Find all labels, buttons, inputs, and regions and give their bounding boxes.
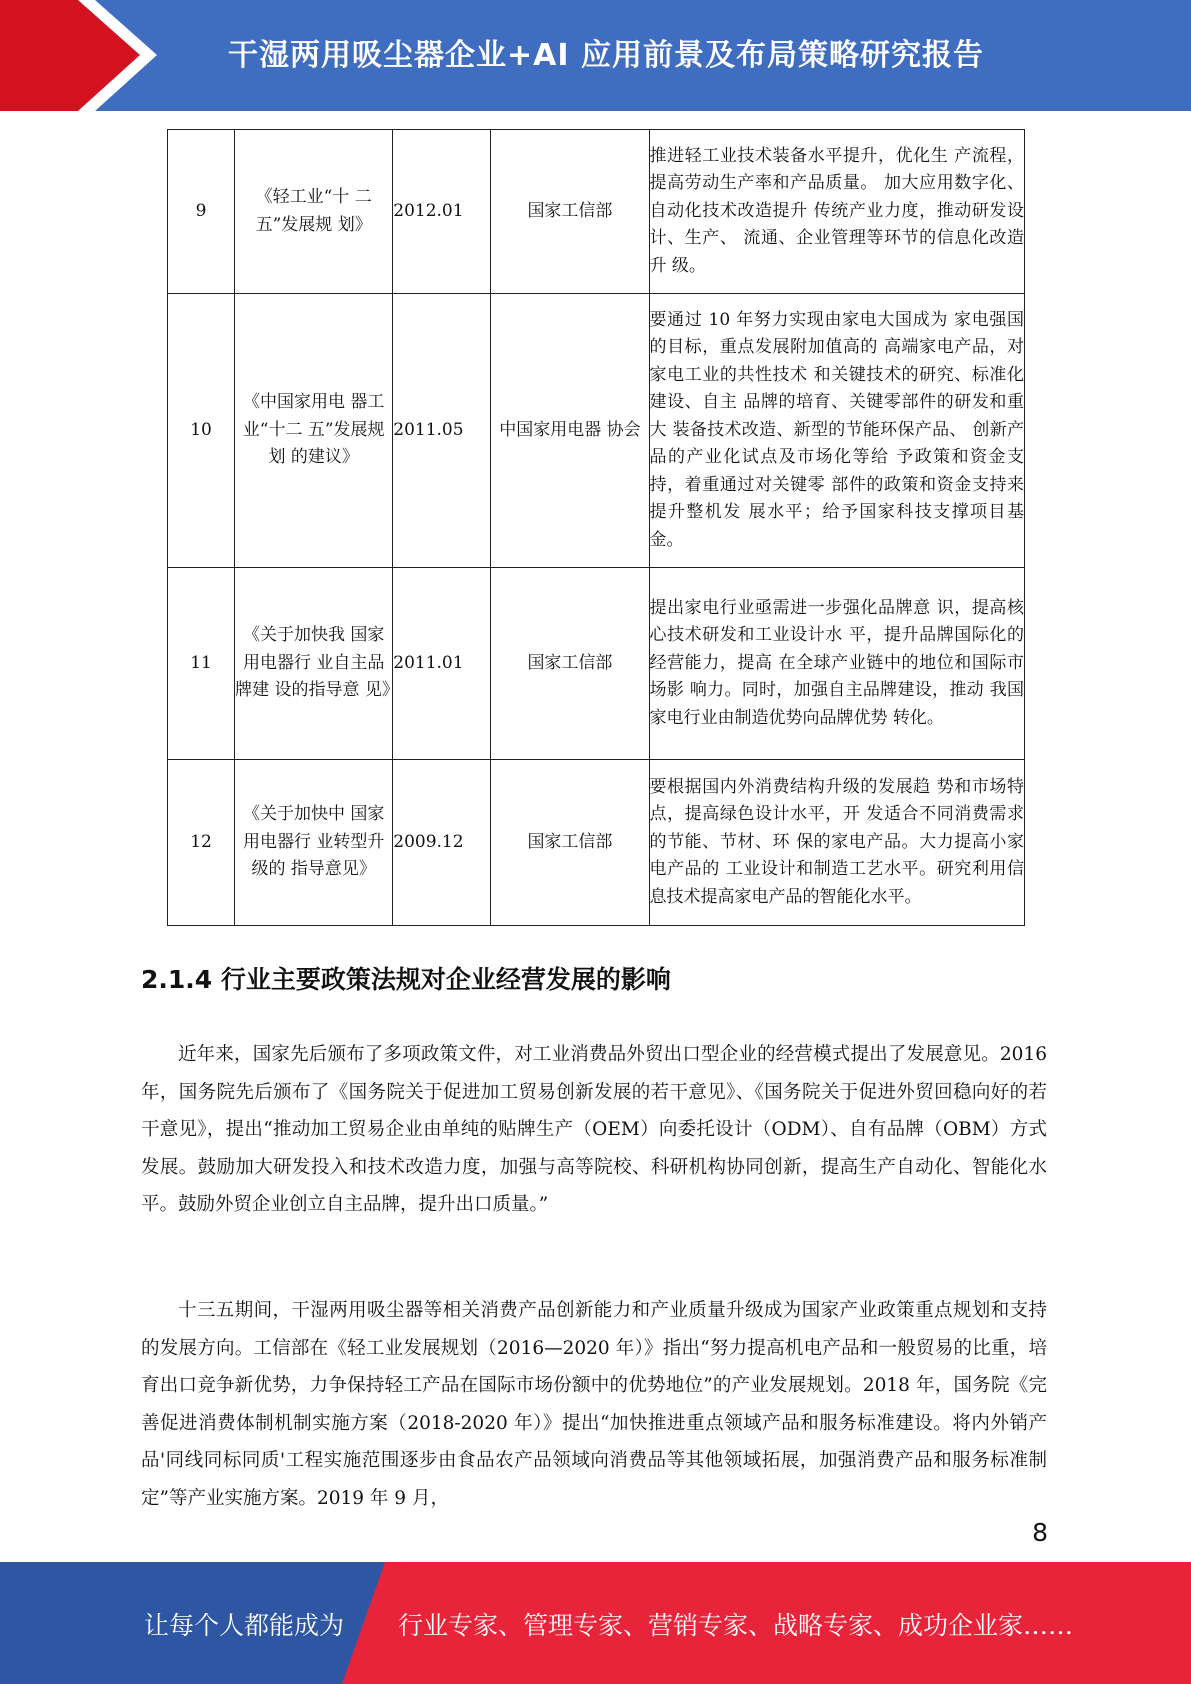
issuing-body: 中国家用电器 协会 [491, 294, 649, 568]
policy-description: 推进轻工业技术装备水平提升，优化生 产流程，提高劳动生产率和产品质量。 加大应用数字化、自动化技术改造提升 传统产业力度，推动研发设计、生产、 流通、企业管理等环节的信息化改造升 级。 [649, 130, 1024, 294]
row-number: 12 [168, 760, 235, 926]
policy-description: 提出家电行业亟需进一步强化品牌意 识，提高核心技术研发和工业设计水 平，提升品牌国际化的经营能力，提高 在全球产业链中的地位和国际市场影 响力。同时，加强自主品牌建设，推动 我国家电行业由制造优势向品牌优势 转化。 [649, 568, 1024, 760]
page-header [0, 0, 1191, 111]
row-number: 9 [168, 130, 235, 294]
report-title: 干湿两用吸尘器企业+AI 应用前景及布局策略研究报告 [228, 38, 984, 73]
issuing-body: 国家工信部 [491, 130, 649, 294]
policy-name: 《轻工业“十 二五”发展规 划》 [235, 130, 393, 294]
table-row [168, 294, 1025, 568]
issue-date: 2012.01 [393, 130, 491, 294]
issuing-body: 国家工信部 [491, 760, 649, 926]
table-row [168, 130, 1025, 294]
issue-date: 2011.01 [393, 568, 491, 760]
body-paragraph: 近年来，国家先后颁布了多项政策文件，对工业消费品外贸出口型企业的经营模式提出了发展意见。2016 年，国务院先后颁布了《国务院关于促进加工贸易创新发展的若干意见》、《国务院关于促进外贸回稳向好的若干意见》，提出“推动加工贸易企业由单纯的贴牌生产（OEM）向委托设计（ODM）、自有品牌（OBM）方式发展。鼓励加大研发投入和技术改造力度，加强与高等院校、科研机构协同创新，提高生产自动化、智能化水平。鼓励外贸企业创立自主品牌，提升出口质量。” [141, 1044, 1047, 1215]
page-number: 8 [1032, 1518, 1048, 1547]
policy-name: 《关于加快中 国家用电器行 业转型升级的 指导意见》 [235, 760, 393, 926]
issuing-body: 国家工信部 [491, 568, 649, 760]
issue-date: 2009.12 [393, 760, 491, 926]
footer-slogan-right: 行业专家、管理专家、营销专家、战略专家、成功企业家…… [398, 1611, 1074, 1640]
policy-table [167, 129, 1025, 926]
issue-date: 2011.05 [393, 294, 491, 568]
row-number: 11 [168, 568, 235, 760]
policy-name: 《关于加快我 国家用电器行 业自主品牌建 设的指导意 见》 [235, 568, 393, 760]
table-row [168, 568, 1025, 760]
body-paragraph: 十三五期间，干湿两用吸尘器等相关消费产品创新能力和产业质量升级成为国家产业政策重点规划和支持的发展方向。工信部在《轻工业发展规划（2016—2020 年）》指出“努力提高机电产品和一般贸易的比重，培育出口竞争新优势，力争保持轻工产品在国际市场份额中的优势地位”的产业发展规划。2018 年，国务院《完善促进消费体制机制实施方案（2018-2020 年）》提出“加快推进重点领域产品和服务标准建设。将内外销产品'同线同标同质'工程实施范围逐步由食品农产品领域向消费品等其他领域拓展，加强消费产品和服务标准制定”等产业实施方案。2019 年 9 月， [141, 1300, 1047, 1509]
footer-slogan-left: 让每个人都能成为 [144, 1611, 345, 1640]
row-number: 10 [168, 294, 235, 568]
policy-description: 要通过 10 年努力实现由家电大国成为 家电强国的目标，重点发展附加值高的 高端家电产品，对家电工业的共性技术 和关键技术的研究、标准化建设、自主 品牌的培育、关键零部件的研发和重大 装备技术改造、新型的节能环保产品、 创新产品的产业化试点及市场化等给 予政策和资金支持，着重通过对关键零 部件的政策和资金支持来提升整机发 展水平；给予国家科技支撑项目基金。 [649, 294, 1024, 568]
policy-description: 要根据国内外消费结构升级的发展趋 势和市场特点，提高绿色设计水平，开 发适合不同消费需求的节能、节材、环 保的家电产品。大力提高小家电产品的 工业设计和制造工艺水平。研究利用信 息技术提高家电产品的智能化水平。 [649, 760, 1024, 926]
section-heading: 2.1.4 行业主要政策法规对企业经营发展的影响 [141, 965, 671, 994]
policy-name: 《中国家用电 器工业“十二 五”发展规划 的建议》 [235, 294, 393, 568]
page-footer [0, 1562, 1191, 1684]
table-row [168, 760, 1025, 926]
